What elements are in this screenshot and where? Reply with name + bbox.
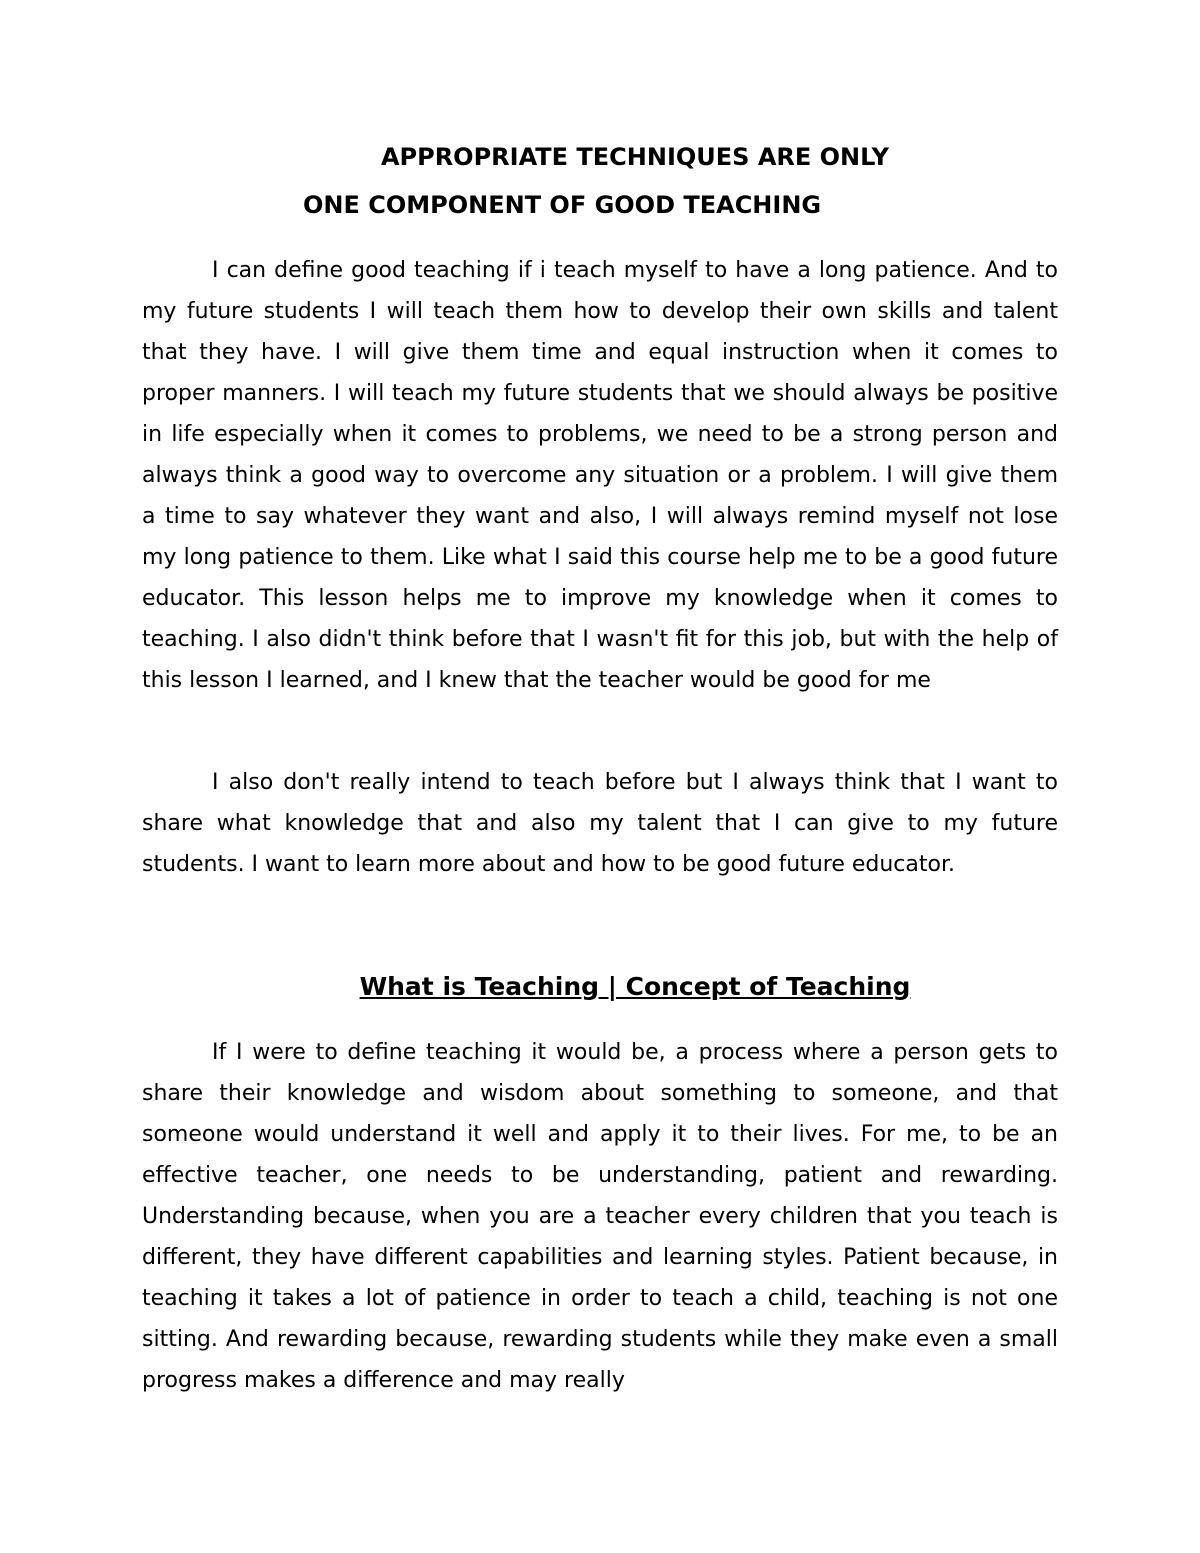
paragraph-3 — [142, 1032, 1058, 1401]
paragraph-2-text: I also don't really intend to teach before but I always think that I want to share what knowledge that and also my talent that I can give to my future students. I want to learn more about and how to be good future educator. — [142, 770, 1058, 877]
document-title-line-2: ONE COMPONENT OF GOOD TEACHING — [303, 191, 822, 219]
section-heading: What is Teaching | Concept of Teaching — [359, 972, 911, 1001]
paragraph-2 — [142, 762, 1058, 885]
paragraph-1-text: I can define good teaching if i teach myself to have a long patience. And to my future students I will teach them how to develop their own skills and talent that they have. I will give them time and equal instruction when it comes to proper manners. I will teach my future students that we should always be positive in life especially when it comes to problems, we need to be a strong person and always think a good way to overcome any situation or a problem. I will give them a time to say whatever they want and also, I will always remind myself not lose my long patience to them. Like what I said this course help me to be a good future educator. This lesson helps me to improve my knowledge when it comes to teaching. I also didn't think before that I wasn't fit for this job, but with the help of this lesson I learned, and I knew that the teacher would be good for me — [142, 258, 1058, 693]
document-title-line-1: APPROPRIATE TECHNIQUES ARE ONLY — [380, 143, 890, 171]
paragraph-1 — [142, 250, 1058, 701]
paragraph-3-text: If I were to define teaching it would be, a process where a person gets to share their knowledge and wisdom about something to someone, and that someone would understand it well and apply it to their lives. For me, to be an effective teacher, one needs to be understanding, patient and rewarding. Understanding because, when you are a teacher every children that you teach is different, they have different capabilities and learning styles. Patient because, in teaching it takes a lot of patience in order to teach a child, teaching is not one sitting. And rewarding because, rewarding students while they make even a small progress makes a difference and may really — [142, 1040, 1058, 1393]
